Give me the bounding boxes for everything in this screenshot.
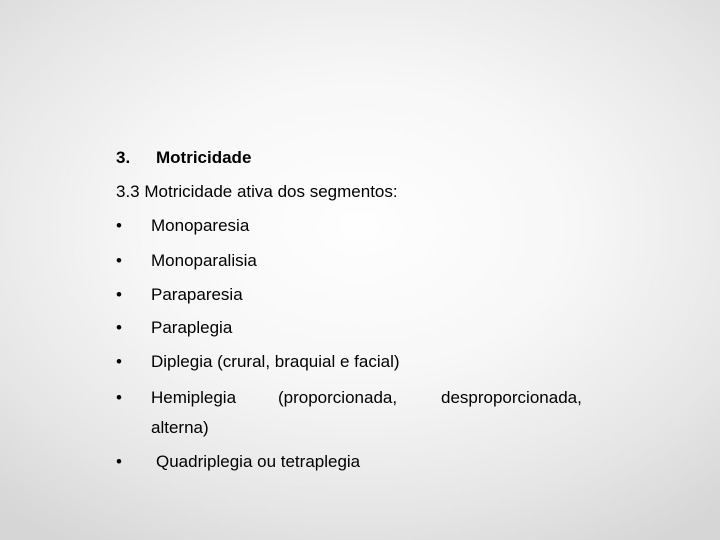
bullet: • xyxy=(116,216,122,235)
section-title: Motricidade xyxy=(156,148,252,167)
bullet: • xyxy=(116,318,122,337)
bullet: • xyxy=(116,251,122,270)
list-item-label: Quadriplegia ou tetraplegia xyxy=(156,452,361,471)
hemiplegia-word: desproporcionada, xyxy=(441,388,582,407)
list-item-label: Paraplegia xyxy=(151,318,233,337)
bullet: • xyxy=(116,352,122,371)
bullet: • xyxy=(116,388,122,407)
bullet: • xyxy=(116,285,122,304)
section-number: 3. xyxy=(116,148,131,167)
list-item-label: Paraparesia xyxy=(151,285,243,304)
list-item-label: Monoparesia xyxy=(151,216,250,235)
list-item-label: Monoparalisia xyxy=(151,251,257,270)
section-heading xyxy=(116,148,251,168)
bullet: • xyxy=(116,452,122,471)
list-item-label: Diplegia (crural, braquial e facial) xyxy=(151,352,400,371)
hemiplegia-continuation: alterna) xyxy=(151,418,209,437)
hemiplegia-word: (proporcionada, xyxy=(278,388,398,407)
hemiplegia-word: Hemiplegia xyxy=(151,388,237,407)
subsection-heading: 3.3 Motricidade ativa dos segmentos: xyxy=(116,182,398,201)
